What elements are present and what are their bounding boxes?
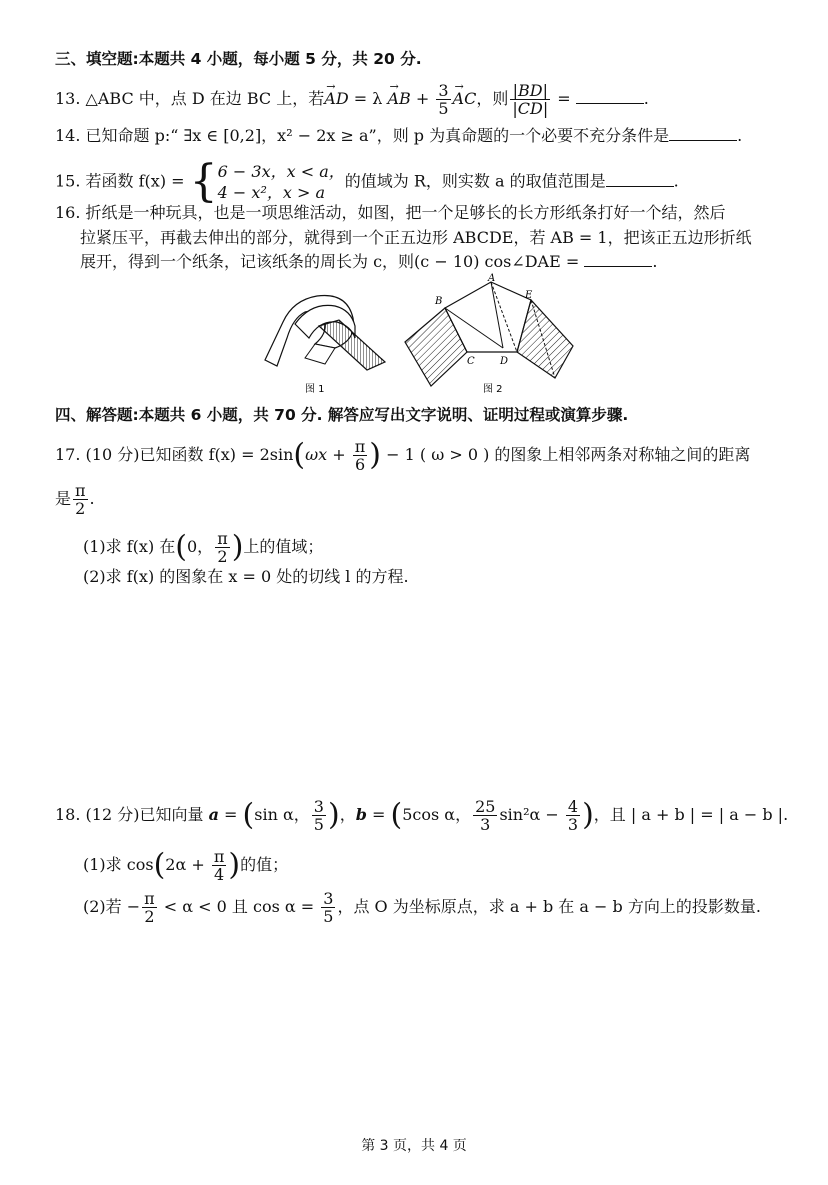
vector-ab: → AB <box>387 88 410 110</box>
vector-ad: → AD <box>324 88 348 110</box>
q16-line3: 展开，得到一个纸条，记该纸条的周长为 c，则(c − 10) cos∠DAE = <box>80 252 585 271</box>
q16-number: 16. <box>55 203 81 222</box>
fraction-3-5: $\frac{3}{5}$ <box>313 797 324 834</box>
q13-then: ，则 <box>476 89 509 108</box>
answer-blank[interactable] <box>606 172 674 187</box>
section-3-heading: 三、填空题:本题共 4 小题，每小题 5 分，共 20 分. <box>55 50 422 68</box>
q18-pre: 已知向量 <box>139 805 209 824</box>
q17-post: − 1 ( ω > 0 ) 的图象上相邻两条对称轴之间的距离 <box>381 445 751 464</box>
q15-post: 的值域为 R，则实数 a 的取值范围是 <box>344 171 606 191</box>
q18-sub2-post: ，点 O 为坐标原点，求 a + b 在 a − b 方向上的投影数量. <box>337 897 761 916</box>
q17-score: (10 分) <box>85 445 140 464</box>
q17-sub1-post: 上的值域； <box>243 537 324 556</box>
q16-line2: 拉紧压平，再截去伸出的部分，就得到一个正五边形 ABCDE，若 AB = 1，把该正五边形折纸 <box>80 228 752 247</box>
q13-eq: = λ <box>348 89 388 108</box>
q14-number: 14. <box>55 126 81 145</box>
q18-sub1-post: 的值； <box>240 855 289 874</box>
q17-sub1-interval: 0， <box>187 537 214 556</box>
fraction-pi-4: $\frac{\pi}{4}$ <box>213 847 225 884</box>
question-15: 15. 若函数 f(x) = { 6 − 3x，x < a， 4 − x²，x > a 的值域为 R，则实数 a 的取值范围是 . <box>55 156 679 207</box>
label-e: E <box>525 290 533 301</box>
vector-b: b <box>355 805 367 824</box>
piecewise-cases: 6 − 3x，x < a， 4 − x²，x > a <box>217 162 345 202</box>
q17-number: 17. <box>55 445 81 464</box>
answer-blank[interactable] <box>576 89 644 104</box>
folding-figure <box>255 273 583 397</box>
q13-number: 13. <box>55 89 81 108</box>
q18-sub-2 <box>83 890 761 925</box>
q13-plus: + <box>410 89 435 108</box>
question-16-line-3: 展开，得到一个纸条，记该纸条的周长为 c，则(c − 10) cos∠DAE = . <box>80 252 658 271</box>
q13-text-a: △ABC 中，点 D 在边 BC 上，若 <box>85 89 325 108</box>
q18-sin: sin α， <box>254 805 310 824</box>
q18-cos: 5cos α， <box>402 805 472 824</box>
ratio-bd-cd: $\frac{|BD|}{|CD|}$ <box>512 81 549 118</box>
caption-figure-1: 图 1 <box>305 384 325 395</box>
answer-blank[interactable] <box>669 126 737 141</box>
q18-sub2-pre: (2)若 − <box>83 897 141 916</box>
label-d: D <box>500 356 509 367</box>
q17-line2-post: . <box>89 489 95 508</box>
question-13: 13. △ABC 中，点 D 在边 BC 上，若→ AD = λ → AB + $\frac{3}{5}$ → AC，则 $\frac{|BD|}{|CD|}$ = . <box>55 82 649 117</box>
q18-sub1-pre: (1)求 cos <box>83 855 154 874</box>
section-4-heading: 四、解答题:本题共 6 小题，共 70 分. 解答应写出文字说明、证明过程或演算步骤. <box>55 406 629 424</box>
q17-sub1-pre: (1)求 f(x) 在 <box>83 537 176 556</box>
fraction-pi-6: $\frac{\pi}{6}$ <box>354 437 366 474</box>
q15-pre: 若函数 f(x) = <box>85 171 190 191</box>
q17-line2-pre: 是 <box>55 489 72 508</box>
q17-sub-2: (2)求 f(x) 的图象在 x = 0 处的切线 l 的方程. <box>83 567 409 586</box>
vector-a: a <box>208 805 219 824</box>
label-c: C <box>467 356 475 367</box>
q18-score: (12 分) <box>85 805 140 824</box>
label-a: A <box>488 273 496 284</box>
q18-sub-1: (1)求 cos(2α + $\frac{\pi}{4}$ )的值； <box>83 847 289 884</box>
q18-sin2: sin²α − <box>499 805 564 824</box>
label-b: B <box>435 296 443 307</box>
caption-figure-2: 图 2 <box>483 384 503 395</box>
knot-figure-1 <box>265 295 385 370</box>
answer-blank[interactable] <box>584 252 652 267</box>
left-brace: { <box>189 156 218 207</box>
pentagon-figure-2 <box>405 273 573 386</box>
question-17-line-2 <box>55 482 95 517</box>
question-16-line-1 <box>55 202 726 224</box>
q18-sub2-mid: < α < 0 且 cos α = <box>158 897 320 916</box>
q17-pre: 已知函数 f(x) = 2sin <box>139 445 294 464</box>
vector-ac: → AC <box>453 88 477 110</box>
q18-number: 18. <box>55 805 81 824</box>
page-footer: 第 3 页，共 4 页 <box>361 1138 467 1154</box>
q15-number: 15. <box>55 171 81 191</box>
question-14: 14. 已知命题 p:“ ∃x ∈ [0,2]，x² − 2x ≥ a”，则 p 为真命题的一个必要不充分条件是 . <box>55 126 743 145</box>
fraction-3-5: $\frac{3}{5}$ <box>323 889 334 926</box>
q17-sub-1: (1)求 f(x) 在(0， $\frac{\pi}{2}$ )上的值域； <box>83 529 324 566</box>
fraction-pi-2: $\frac{\pi}{2}$ <box>144 889 155 926</box>
q17-inner: ωx + <box>305 445 351 464</box>
question-17: 17. (10 分)已知函数 f(x) = 2sin(ωx + $\frac{\pi}{6}$ ) − 1 ( ω > 0 ) 的图象上相邻两条对称轴之间的距离 <box>55 437 751 474</box>
question-18: 18. (12 分)已知向量 a = (sin α， $\frac{3}{5}$ )，b = (5cos α， $\frac{25}{3}$ sin²α − $\frac{4}{3}$ )，且 | a + b | = | a − b |. <box>55 797 789 834</box>
fraction-pi-2: $\frac{\pi}{2}$ <box>217 529 228 566</box>
q14-text: 已知命题 p:“ ∃x ∈ [0,2]，x² − 2x ≥ a”，则 p 为真命题的一个必要不充分条件是 <box>85 126 670 145</box>
q18-tail: ，且 | a + b | = | a − b |. <box>593 805 789 824</box>
q18-sub1-inner: 2α + <box>165 855 210 874</box>
fraction-4-3: $\frac{4}{3}$ <box>567 797 579 834</box>
fraction-25-3: $\frac{25}{3}$ <box>475 797 496 834</box>
fraction-pi-2: $\frac{\pi}{2}$ <box>75 481 86 518</box>
q13-tail: = <box>552 89 576 108</box>
fraction-3-5: $\frac{3}{5}$ <box>438 81 449 118</box>
q16-line1: 折纸是一种玩具，也是一项思维活动，如图，把一个足够长的长方形纸条打好一个结，然后 <box>85 203 726 222</box>
